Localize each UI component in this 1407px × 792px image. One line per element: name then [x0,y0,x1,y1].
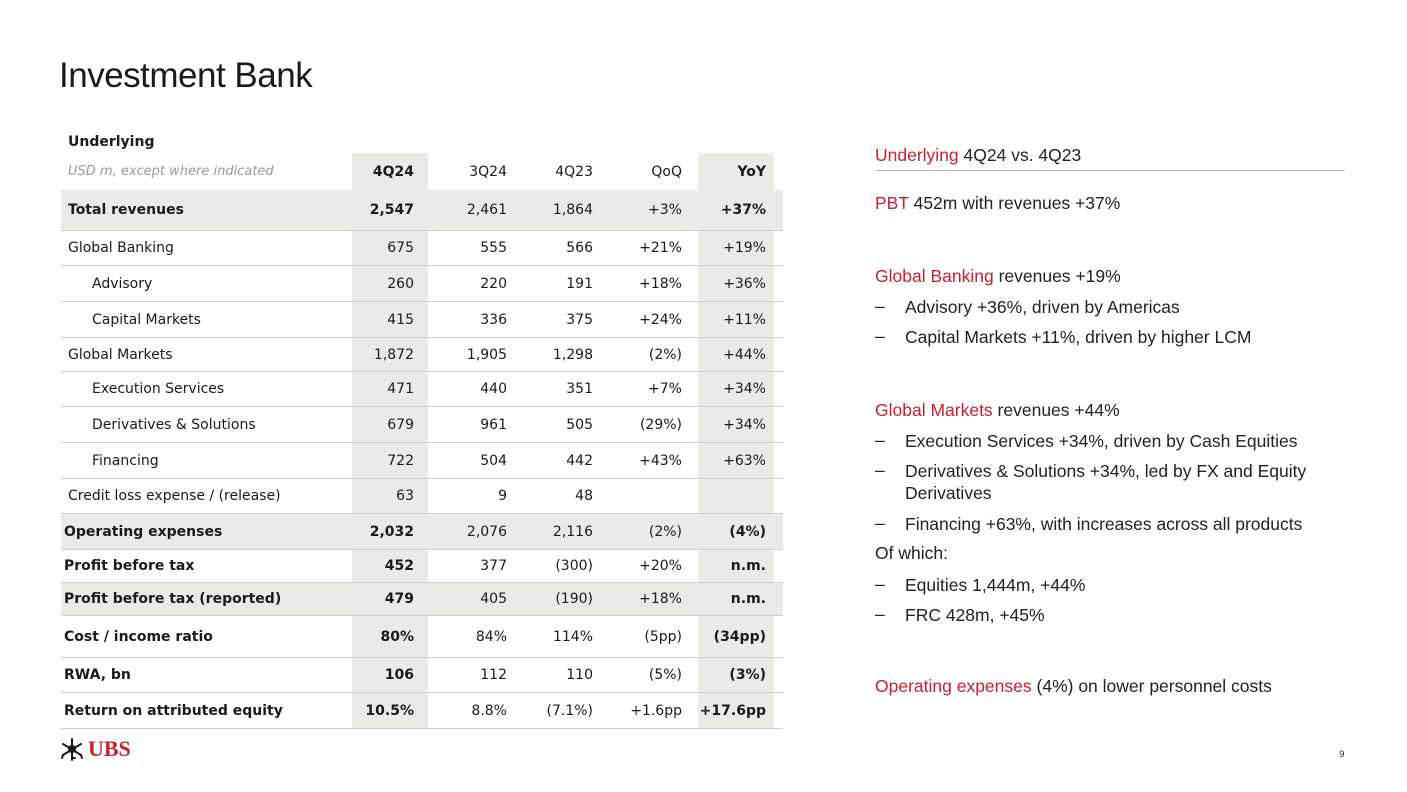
bullet-dash: – [875,460,885,480]
cell-3q24: 336 [480,311,507,328]
table-caption-row [61,126,783,153]
row-label: Profit before tax (reported) [61,591,352,607]
cell-yoy: n.m. [698,583,774,615]
bullet-text: Financing +63%, with increases across all products [905,514,1303,534]
cell-4q23: 191 [566,275,593,292]
cell-4q24: 722 [352,443,428,478]
bullet-item [875,460,1325,504]
row-label: Profit before tax [64,558,195,574]
cell-yoy: +44% [698,338,774,371]
cell-yoy: n.m. [698,550,774,582]
cell-3q24: 961 [480,416,507,433]
pbt-text: 452m with revenues +37% [908,193,1121,213]
bullet-item [875,604,1325,626]
table-row [61,372,783,407]
table-row [61,550,783,583]
gm-highlight: Global Markets [875,400,993,420]
cell-3q24: 2,461 [466,202,507,218]
table-row [61,693,783,729]
cell-yoy: +34% [698,407,774,442]
cell-4q24: 415 [352,302,428,337]
cell-4q24: 471 [352,372,428,406]
cell-yoy: +63% [698,443,774,478]
cell-3q24: 405 [480,591,507,607]
cell-4q23: 505 [566,416,593,433]
cell-3q24: 9 [498,488,507,504]
col-header-4q24: 4Q24 [352,153,428,190]
cell-yoy [698,479,774,513]
commentary-heading [875,145,1345,171]
row-label: Return on attributed equity [64,702,283,719]
cell-4q23: 2,116 [552,523,593,540]
bullet-item [875,430,1325,452]
gm-line [875,400,1120,421]
cell-4q24: 452 [352,550,428,582]
table-row [61,407,783,443]
cell-3q24: 2,076 [466,523,507,540]
cell-4q24: 80% [352,616,428,657]
row-label: Global Markets [68,346,173,363]
logo-text: UBS [88,736,131,761]
row-label: Derivatives & Solutions [92,416,256,433]
cell-3q24: 220 [480,275,507,292]
cell-4q24: 2,547 [352,190,428,230]
cell-4q24: 10.5% [352,693,428,728]
cell-4q24: 679 [352,407,428,442]
cell-4q23: (7.1%) [546,702,593,719]
cell-3q24: 440 [480,381,507,397]
cell-3q24: 1,905 [466,346,507,363]
col-header-yoy: YoY [698,153,774,190]
cell-yoy: +36% [698,266,774,301]
cell-4q23: 442 [566,452,593,469]
bullet-dash: – [875,296,885,316]
opex-line [875,676,1272,697]
cell-qoq: (29%) [639,416,682,433]
cell-qoq: +7% [648,381,682,397]
cell-4q23: 1,864 [552,202,593,218]
heading-text: 4Q24 vs. 4Q23 [958,145,1082,165]
bullet-text: Derivatives & Solutions +34%, led by FX and Equity Derivatives [905,461,1307,503]
cell-4q24: 106 [352,658,428,692]
cell-qoq: (5%) [648,667,682,683]
row-label: Execution Services [92,381,225,397]
table-row [61,302,783,338]
table-row [61,266,783,302]
cell-4q23: 114% [552,628,593,645]
row-label: Total revenues [61,202,352,218]
cell-3q24: 555 [480,240,507,256]
row-label: Global Banking [68,240,174,256]
bullet-item [875,513,1325,535]
cell-3q24: 8.8% [471,702,507,719]
table-row [61,583,783,616]
row-label: Advisory [92,275,153,292]
bullet-item [875,296,1325,318]
table-row [61,443,783,479]
row-label: RWA, bn [64,667,131,683]
bullet-text: Equities 1,444m, +44% [905,575,1086,595]
cell-qoq: +20% [639,558,682,574]
bullet-dash: – [875,574,885,594]
of-which-label: Of which: [875,543,948,563]
cell-4q24: 260 [352,266,428,301]
page-title: Investment Bank [59,56,313,95]
bullet-dash: – [875,326,885,346]
cell-qoq: (5pp) [644,628,682,645]
cell-4q23: 110 [566,667,593,683]
bullet-item [875,574,1325,596]
row-label: Financing [92,452,159,469]
bullet-text: FRC 428m, +45% [905,605,1045,625]
cell-qoq: +24% [639,311,682,328]
cell-4q23: 1,298 [552,346,593,363]
cell-4q23: (190) [555,591,593,607]
cell-qoq: +43% [639,452,682,469]
cell-yoy: +11% [698,302,774,337]
row-label: Cost / income ratio [64,628,213,645]
cell-yoy: +34% [698,372,774,406]
cell-qoq: +18% [639,275,682,292]
table-row [61,514,783,550]
heading-highlight: Underlying [875,145,959,165]
bullet-dash: – [875,604,885,624]
bullet-text: Advisory +36%, driven by Americas [905,297,1180,317]
cell-3q24: 504 [480,452,507,469]
col-header-4q23: 4Q23 [555,163,593,180]
cell-yoy: (34pp) [698,616,774,657]
row-label: Capital Markets [92,311,201,328]
cell-qoq: +3% [648,202,682,218]
cell-4q24: 2,032 [352,514,428,549]
cell-yoy: (4%) [698,514,774,549]
ubs-logo [59,736,131,762]
cell-4q24: 1,872 [352,338,428,371]
bullet-text: Capital Markets +11%, driven by higher LCM [905,327,1252,347]
cell-4q24: 479 [352,583,428,615]
table-caption: Underlying [68,133,155,150]
cell-qoq: +1.6pp [630,702,682,719]
row-label: Operating expenses [61,524,352,540]
cell-4q24: 675 [352,231,428,265]
units-note: USD m, except where indicated [68,164,274,179]
cell-yoy: +17.6pp [698,693,774,728]
cell-qoq: (2%) [648,523,682,540]
gb-line [875,266,1121,287]
cell-yoy: +19% [698,231,774,265]
cell-4q24: 63 [352,479,428,513]
opex-text: (4%) on lower personnel costs [1031,676,1272,696]
page-number: 9 [1339,750,1345,760]
col-header-3q24: 3Q24 [469,163,507,180]
row-label: Credit loss expense / (release) [68,488,281,504]
cell-3q24: 84% [475,628,507,645]
bullet-item [875,326,1325,348]
cell-4q23: (300) [555,558,593,574]
table-row [61,658,783,693]
opex-highlight: Operating expenses [875,676,1032,696]
cell-qoq: (2%) [648,346,682,363]
cell-qoq: +21% [639,240,682,256]
gm-text: revenues +44% [992,400,1120,420]
gb-text: revenues +19% [993,266,1121,286]
cell-4q23: 48 [575,488,593,504]
cell-4q23: 375 [566,311,593,328]
cell-qoq: +18% [639,591,682,607]
pbt-line [875,193,1120,214]
cell-4q23: 351 [566,381,593,397]
table-row [61,190,783,231]
table-row [61,616,783,658]
cell-3q24: 377 [480,558,507,574]
table-header-row [61,153,783,190]
cell-yoy: +37% [698,190,774,230]
cell-4q23: 566 [566,240,593,256]
pbt-highlight: PBT [875,193,909,213]
results-table [61,126,783,729]
table-row [61,231,783,266]
table-row [61,479,783,514]
bullet-dash: – [875,430,885,450]
keys-icon [59,736,85,762]
col-header-qoq: QoQ [651,163,682,180]
gb-highlight: Global Banking [875,266,994,286]
bullet-dash: – [875,513,885,533]
table-row [61,338,783,372]
cell-yoy: (3%) [698,658,774,692]
bullet-text: Execution Services +34%, driven by Cash Equities [905,431,1298,451]
cell-3q24: 112 [480,667,507,683]
